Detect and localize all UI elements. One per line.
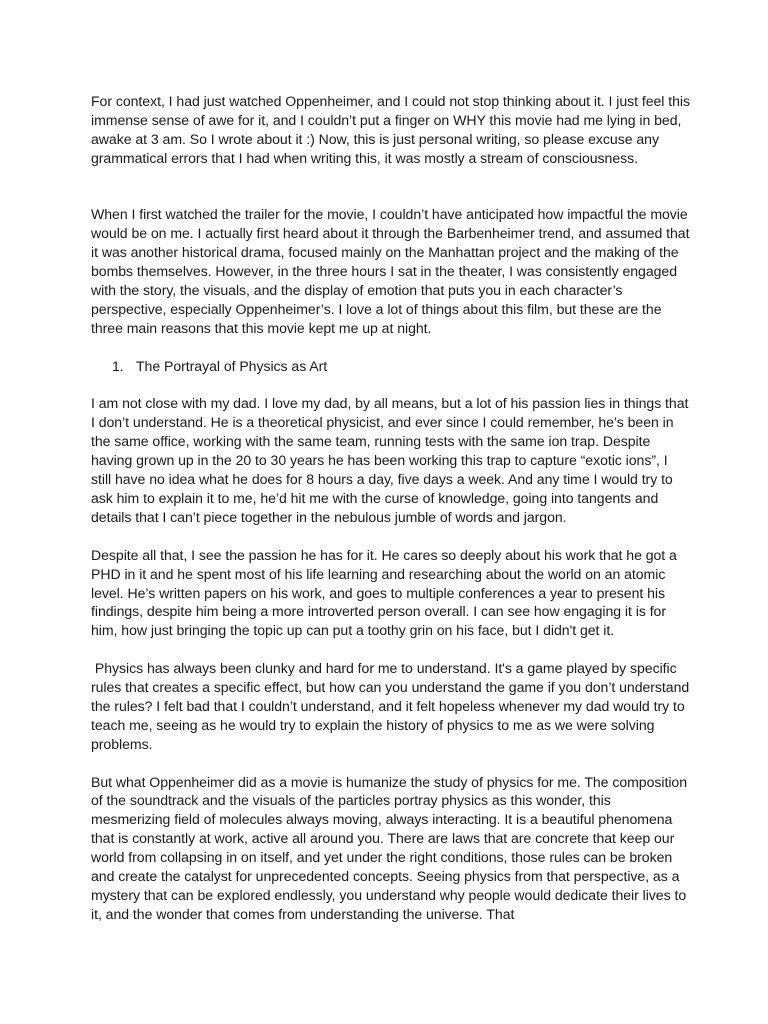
intro-paragraph: For context, I had just watched Oppenheimer, and I could not stop thinking about it. I just feel this immense sense of awe for it, and I couldn’t put a finger on WHY this movie had me lying in bed, awake at 3 am. So I wrote about it :) Now, this is just personal writing, so please excuse any grammatical errors that I had when writing this, it was mostly a stream of consciousness. — [91, 93, 690, 166]
trailer-paragraph: When I first watched the trailer for the movie, I couldn’t have anticipated how impactful the movie would be on me. I actually first heard about it through the Barbenheimer trend, and assumed that it was another historical drama, focused mainly on the Manhattan project and the making of the bombs themselves. However, in the three hours I sat in the theater, I was consistently engaged with the story, the visuals, and the display of emotion that puts you in each character’s perspective, especially Oppenheimer’s. I love a lot of things about this film, but these are the three main reasons that this movie kept me up at night. — [91, 206, 690, 336]
list-marker: 1. — [112, 357, 124, 374]
section-heading-text: The Portrayal of Physics as Art — [136, 357, 328, 374]
dad-paragraph: I am not close with my dad. I love my dad, by all means, but a lot of his passion lies in things that I don’t understand. He is a theoretical physicist, and ever since I could remember, he’s been in the same office, working with the same team, running tests with the same ion trap. Despite having grown up in the 20 to 30 years he has been working this trap to capture “exotic ions”, I still have no idea what he does for 8 hours a day, five days a week. And any time I would try to ask him to explain it to me, he’d hit me with the curse of knowledge, going into tangents and details that I can’t piece together in the nebulous jumble of words and jargon. — [91, 395, 689, 525]
humanize-paragraph: But what Oppenheimer did as a movie is humanize the study of physics for me. The composition of the soundtrack and the visuals of the particles portray physics as this wonder, this mesmerizing field of molecules always moving, always interacting. It is a beautiful phenomena that is constantly at work, active all around you. There are laws that are concrete that keep our world from collapsing in on itself, and yet under the right conditions, those rules can be broken and create the catalyst for unprecedented concepts. Seeing physics from that perspective, as a mystery that can be explored endlessly, you understand why people would dedicate their lives to it, and the wonder that comes from understanding the universe. That — [91, 773, 687, 922]
document-page — [91, 92, 694, 943]
section-heading-list-item — [91, 357, 691, 376]
physics-hard-paragraph: Physics has always been clunky and hard for me to understand. It's a game played by specific rules that creates a specific effect, but how can you understand the game if you don’t understand the rules? I felt bad that I couldn’t understand, and it felt hopeless whenever my dad would try to teach me, seeing as he would try to explain the history of physics to me as we were solving problems. — [91, 660, 694, 752]
passion-paragraph: Despite all that, I see the passion he has for it. He cares so deeply about his work that he got a PHD in it and he spent most of his life learning and researching about the world on an atomic level. He’s written papers on his work, and goes to multiple conferences a year to present his findings, despite him being a more introverted person overall. I can see how engaging it is for him, how just bringing the topic up can put a toothy grin on his face, but I didn't get it. — [91, 546, 677, 639]
